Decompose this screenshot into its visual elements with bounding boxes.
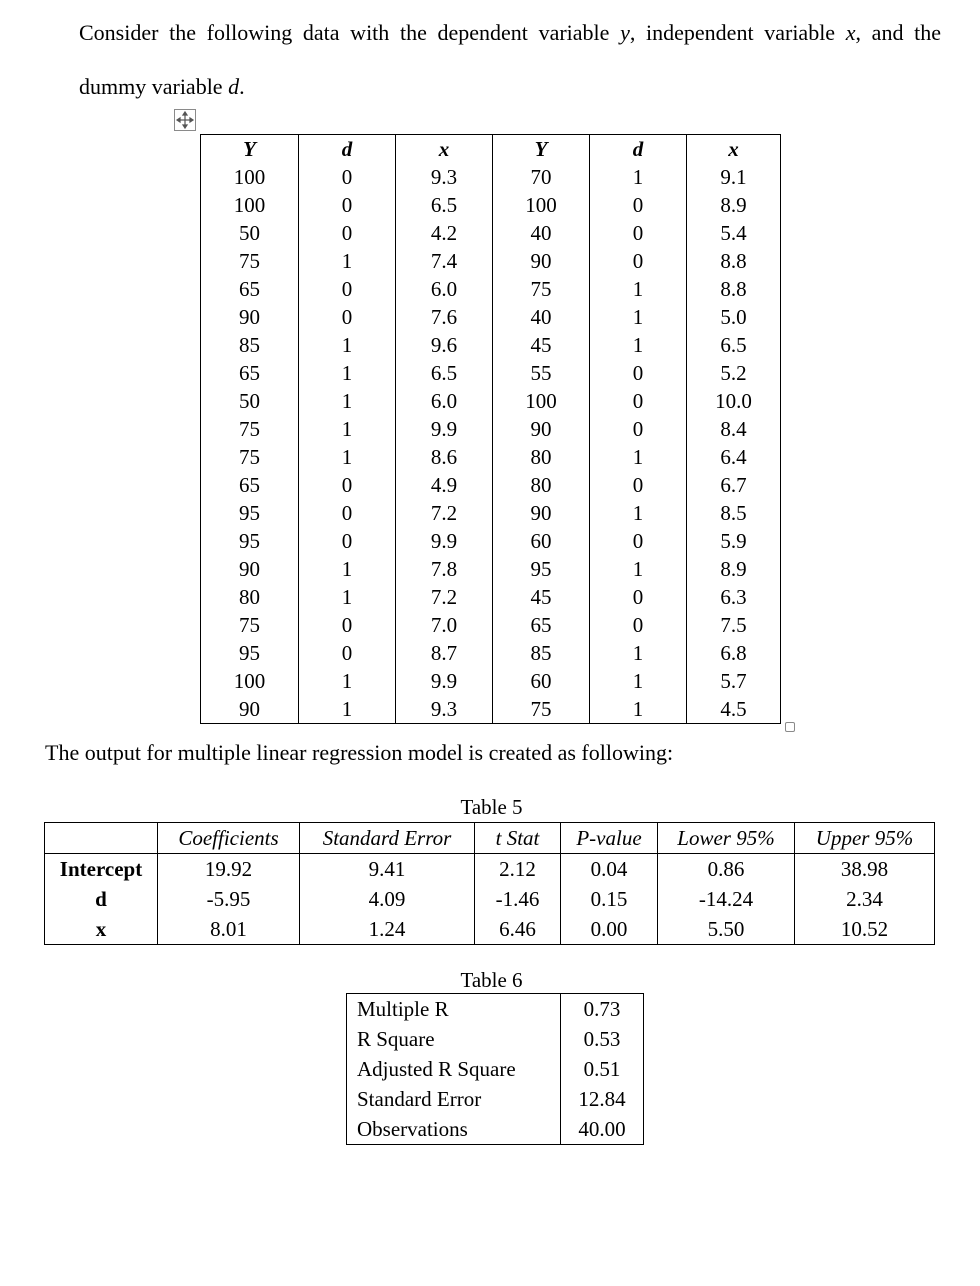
y-cell: 55 <box>493 359 590 387</box>
y-cell: 40 <box>493 303 590 331</box>
x-cell: 4.9 <box>396 471 493 499</box>
d-cell: 1 <box>590 163 687 191</box>
y-cell: 65 <box>201 275 299 303</box>
x-cell: 5.0 <box>687 303 781 331</box>
fit-label: R Square <box>347 1024 561 1054</box>
d-cell: 1 <box>299 359 396 387</box>
d-cell: 0 <box>299 499 396 527</box>
d-cell: 0 <box>299 275 396 303</box>
d-cell: 0 <box>299 639 396 667</box>
d-cell: 0 <box>590 387 687 415</box>
y-cell: 75 <box>201 247 299 275</box>
x-cell: 5.4 <box>687 219 781 247</box>
y-cell: 75 <box>201 443 299 471</box>
row-label: Intercept <box>45 854 158 885</box>
d-cell: 0 <box>590 415 687 443</box>
y-cell: 60 <box>493 667 590 695</box>
y-cell: 75 <box>201 415 299 443</box>
y-cell: 100 <box>201 163 299 191</box>
x-cell: 8.9 <box>687 555 781 583</box>
data-row <box>201 583 781 611</box>
d-cell: 1 <box>299 247 396 275</box>
x-cell: 8.8 <box>687 275 781 303</box>
x-cell: 6.8 <box>687 639 781 667</box>
fit-label: Standard Error <box>347 1084 561 1114</box>
lower-95-cell: 5.50 <box>658 914 795 945</box>
d-cell: 1 <box>590 667 687 695</box>
data-row <box>201 303 781 331</box>
x-cell: 9.9 <box>396 527 493 555</box>
row-label: d <box>45 884 158 914</box>
y-cell: 90 <box>493 499 590 527</box>
lower-95-cell: -14.24 <box>658 884 795 914</box>
x-cell: 4.5 <box>687 695 781 724</box>
fit-value: 12.84 <box>561 1084 644 1114</box>
y-cell: 85 <box>493 639 590 667</box>
data-row <box>201 191 781 219</box>
t-stat-cell: -1.46 <box>475 884 561 914</box>
upper-95-cell: 38.98 <box>795 854 935 885</box>
fit-row <box>347 994 644 1025</box>
x-cell: 8.6 <box>396 443 493 471</box>
y-cell: 70 <box>493 163 590 191</box>
d-cell: 1 <box>590 331 687 359</box>
y-cell: 75 <box>493 275 590 303</box>
d-cell: 0 <box>590 191 687 219</box>
y-cell: 90 <box>493 415 590 443</box>
data-row <box>201 555 781 583</box>
upper-95-cell: 10.52 <box>795 914 935 945</box>
x-cell: 7.8 <box>396 555 493 583</box>
y-cell: 100 <box>201 191 299 219</box>
x-cell: 8.7 <box>396 639 493 667</box>
x-cell: 6.7 <box>687 471 781 499</box>
data-row <box>201 443 781 471</box>
d-cell: 1 <box>299 415 396 443</box>
t-stat-cell: 2.12 <box>475 854 561 885</box>
y-cell: 100 <box>493 387 590 415</box>
x-cell: 6.5 <box>687 331 781 359</box>
regression-header-cell: Upper 95% <box>795 823 935 854</box>
x-cell: 7.2 <box>396 583 493 611</box>
data-table-body <box>201 163 781 724</box>
x-cell: 5.2 <box>687 359 781 387</box>
d-cell: 0 <box>590 527 687 555</box>
d-cell: 0 <box>299 163 396 191</box>
regression-header-cell: Coefficients <box>158 823 300 854</box>
table5-caption: Table 5 <box>460 795 523 819</box>
x-cell: 6.5 <box>396 359 493 387</box>
d-cell: 0 <box>590 583 687 611</box>
y-cell: 80 <box>493 443 590 471</box>
data-row <box>201 611 781 639</box>
header-y: Y <box>493 135 590 164</box>
header-d: d <box>590 135 687 164</box>
data-row <box>201 387 781 415</box>
y-cell: 90 <box>201 555 299 583</box>
y-cell: 100 <box>201 667 299 695</box>
d-cell: 0 <box>590 471 687 499</box>
regression-header-cell <box>45 823 158 854</box>
y-cell: 75 <box>201 611 299 639</box>
x-cell: 7.5 <box>687 611 781 639</box>
d-cell: 0 <box>299 527 396 555</box>
d-cell: 0 <box>590 611 687 639</box>
data-row <box>201 359 781 387</box>
table-resize-handle[interactable] <box>785 722 795 732</box>
y-cell: 65 <box>201 471 299 499</box>
y-cell: 40 <box>493 219 590 247</box>
model-fit-table <box>346 993 644 1145</box>
y-cell: 90 <box>201 695 299 724</box>
p-value-cell: 0.00 <box>561 914 658 945</box>
y-cell: 95 <box>201 499 299 527</box>
regression-row <box>45 854 935 885</box>
d-cell: 1 <box>590 303 687 331</box>
upper-95-cell: 2.34 <box>795 884 935 914</box>
std-error-cell: 1.24 <box>300 914 475 945</box>
d-cell: 1 <box>299 387 396 415</box>
y-cell: 50 <box>201 219 299 247</box>
x-cell: 8.5 <box>687 499 781 527</box>
x-cell: 8.9 <box>687 191 781 219</box>
d-cell: 1 <box>590 695 687 724</box>
data-row <box>201 471 781 499</box>
regression-header-cell: P-value <box>561 823 658 854</box>
regression-header-cell: t Stat <box>475 823 561 854</box>
d-cell: 0 <box>590 247 687 275</box>
x-cell: 6.4 <box>687 443 781 471</box>
table-move-handle-icon[interactable] <box>174 109 196 131</box>
data-table <box>200 134 781 724</box>
regression-row <box>45 914 935 945</box>
header-x: x <box>687 135 781 164</box>
table6-caption: Table 6 <box>460 968 523 992</box>
x-cell: 4.2 <box>396 219 493 247</box>
d-cell: 1 <box>590 275 687 303</box>
fit-value: 0.51 <box>561 1054 644 1084</box>
d-cell: 1 <box>299 695 396 724</box>
x-cell: 5.7 <box>687 667 781 695</box>
y-cell: 80 <box>201 583 299 611</box>
y-cell: 65 <box>493 611 590 639</box>
t-stat-cell: 6.46 <box>475 914 561 945</box>
fit-value: 0.53 <box>561 1024 644 1054</box>
x-cell: 9.3 <box>396 163 493 191</box>
y-cell: 85 <box>201 331 299 359</box>
regression-header-row <box>45 823 935 854</box>
x-cell: 9.1 <box>687 163 781 191</box>
fit-value: 0.73 <box>561 994 644 1025</box>
output-description: The output for multiple linear regression model is created as following: <box>45 740 674 765</box>
fit-label: Adjusted R Square <box>347 1054 561 1084</box>
d-cell: 1 <box>299 667 396 695</box>
y-cell: 80 <box>493 471 590 499</box>
d-cell: 1 <box>299 583 396 611</box>
fit-label: Multiple R <box>347 994 561 1025</box>
intro-paragraph: Consider the following data with the dependent variable y, independent variable x, and the dummy variable d. <box>79 20 941 99</box>
x-cell: 9.9 <box>396 415 493 443</box>
coefficient-cell: 8.01 <box>158 914 300 945</box>
y-cell: 95 <box>201 527 299 555</box>
d-cell: 0 <box>590 219 687 247</box>
data-table-header <box>201 135 781 164</box>
x-cell: 8.8 <box>687 247 781 275</box>
y-cell: 90 <box>493 247 590 275</box>
header-d: d <box>299 135 396 164</box>
x-cell: 10.0 <box>687 387 781 415</box>
d-cell: 0 <box>299 191 396 219</box>
regression-row <box>45 884 935 914</box>
data-row <box>201 163 781 191</box>
d-cell: 1 <box>590 555 687 583</box>
x-cell: 8.4 <box>687 415 781 443</box>
d-cell: 1 <box>590 639 687 667</box>
x-cell: 7.4 <box>396 247 493 275</box>
y-cell: 60 <box>493 527 590 555</box>
x-cell: 6.3 <box>687 583 781 611</box>
x-cell: 6.5 <box>396 191 493 219</box>
std-error-cell: 9.41 <box>300 854 475 885</box>
data-row <box>201 695 781 724</box>
data-row <box>201 415 781 443</box>
y-cell: 45 <box>493 331 590 359</box>
data-row <box>201 499 781 527</box>
data-row <box>201 527 781 555</box>
x-cell: 6.0 <box>396 387 493 415</box>
d-cell: 0 <box>299 471 396 499</box>
y-cell: 95 <box>493 555 590 583</box>
y-cell: 45 <box>493 583 590 611</box>
p-value-cell: 0.15 <box>561 884 658 914</box>
data-row <box>201 639 781 667</box>
d-cell: 1 <box>299 443 396 471</box>
p-value-cell: 0.04 <box>561 854 658 885</box>
header-y: Y <box>201 135 299 164</box>
x-cell: 9.3 <box>396 695 493 724</box>
std-error-cell: 4.09 <box>300 884 475 914</box>
x-cell: 7.2 <box>396 499 493 527</box>
x-cell: 7.6 <box>396 303 493 331</box>
fit-row <box>347 1054 644 1084</box>
d-cell: 0 <box>590 359 687 387</box>
data-row <box>201 247 781 275</box>
y-cell: 50 <box>201 387 299 415</box>
row-label: x <box>45 914 158 945</box>
fit-row <box>347 1084 644 1114</box>
d-cell: 0 <box>299 303 396 331</box>
y-cell: 90 <box>201 303 299 331</box>
data-row <box>201 331 781 359</box>
fit-label: Observations <box>347 1114 561 1145</box>
fit-value: 40.00 <box>561 1114 644 1145</box>
x-cell: 7.0 <box>396 611 493 639</box>
data-row <box>201 219 781 247</box>
regression-header-cell: Lower 95% <box>658 823 795 854</box>
x-cell: 6.0 <box>396 275 493 303</box>
d-cell: 0 <box>299 611 396 639</box>
coefficient-cell: 19.92 <box>158 854 300 885</box>
y-cell: 75 <box>493 695 590 724</box>
fit-row <box>347 1024 644 1054</box>
d-cell: 1 <box>590 443 687 471</box>
x-cell: 9.6 <box>396 331 493 359</box>
fit-row <box>347 1114 644 1145</box>
d-cell: 1 <box>590 499 687 527</box>
y-cell: 100 <box>493 191 590 219</box>
x-cell: 9.9 <box>396 667 493 695</box>
lower-95-cell: 0.86 <box>658 854 795 885</box>
d-cell: 1 <box>299 555 396 583</box>
d-cell: 1 <box>299 331 396 359</box>
coefficient-cell: -5.95 <box>158 884 300 914</box>
header-x: x <box>396 135 493 164</box>
y-cell: 95 <box>201 639 299 667</box>
data-row <box>201 667 781 695</box>
y-cell: 65 <box>201 359 299 387</box>
data-row <box>201 275 781 303</box>
regression-table <box>44 822 935 945</box>
x-cell: 5.9 <box>687 527 781 555</box>
d-cell: 0 <box>299 219 396 247</box>
regression-header-cell: Standard Error <box>300 823 475 854</box>
